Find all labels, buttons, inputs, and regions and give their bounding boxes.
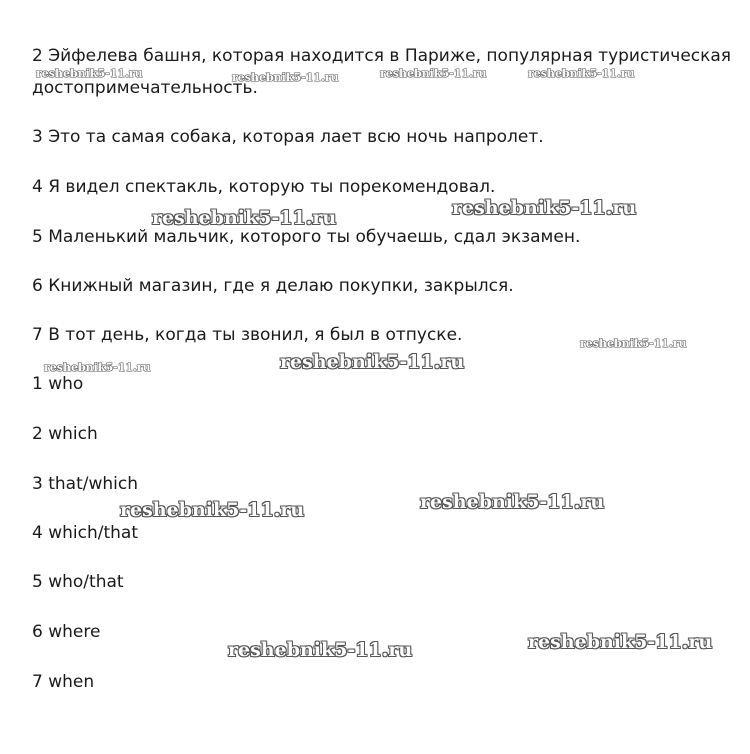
watermark: reshebnik5-11.ru [452, 197, 637, 219]
watermark: reshebnik5-11.ru [228, 639, 413, 661]
watermark: reshebnik5-11.ru [36, 67, 143, 80]
watermark: reshebnik5-11.ru [420, 491, 605, 513]
watermark: reshebnik5-11.ru [528, 67, 635, 80]
answer-6: 6 where [32, 622, 101, 642]
watermark: reshebnik5-11.ru [232, 71, 339, 84]
answer-4: 4 which/that [32, 523, 138, 543]
answer-3: 3 that/which [32, 474, 138, 494]
answer-5: 5 who/that [32, 572, 124, 592]
watermark: reshebnik5-11.ru [528, 631, 713, 653]
sentence-2-line-1: 2 Эйфелева башня, которая находится в Париже, популярная туристическая [32, 46, 732, 66]
sentence-4: 4 Я видел спектакль, которую ты порекомендовал. [32, 177, 496, 197]
sentence-7: 7 В тот день, когда ты звонил, я был в отпуске. [32, 325, 463, 345]
watermark: reshebnik5-11.ru [380, 67, 487, 80]
watermark: reshebnik5-11.ru [120, 499, 305, 521]
watermark: reshebnik5-11.ru [280, 351, 465, 373]
sentence-6: 6 Книжный магазин, где я делаю покупки, закрылся. [32, 276, 514, 296]
answer-7: 7 when [32, 672, 95, 692]
answer-1: 1 who [32, 374, 84, 394]
sentence-3: 3 Это та самая собака, которая лает всю ночь напролет. [32, 127, 544, 147]
answer-2: 2 which [32, 424, 98, 444]
watermark: reshebnik5-11.ru [580, 337, 687, 350]
watermark: reshebnik5-11.ru [44, 361, 151, 374]
watermark: reshebnik5-11.ru [152, 207, 337, 229]
sentence-2-line-2: достопримечательность. [32, 78, 258, 98]
sentence-5: 5 Маленький мальчик, которого ты обучаешь, сдал экзамен. [32, 227, 581, 247]
